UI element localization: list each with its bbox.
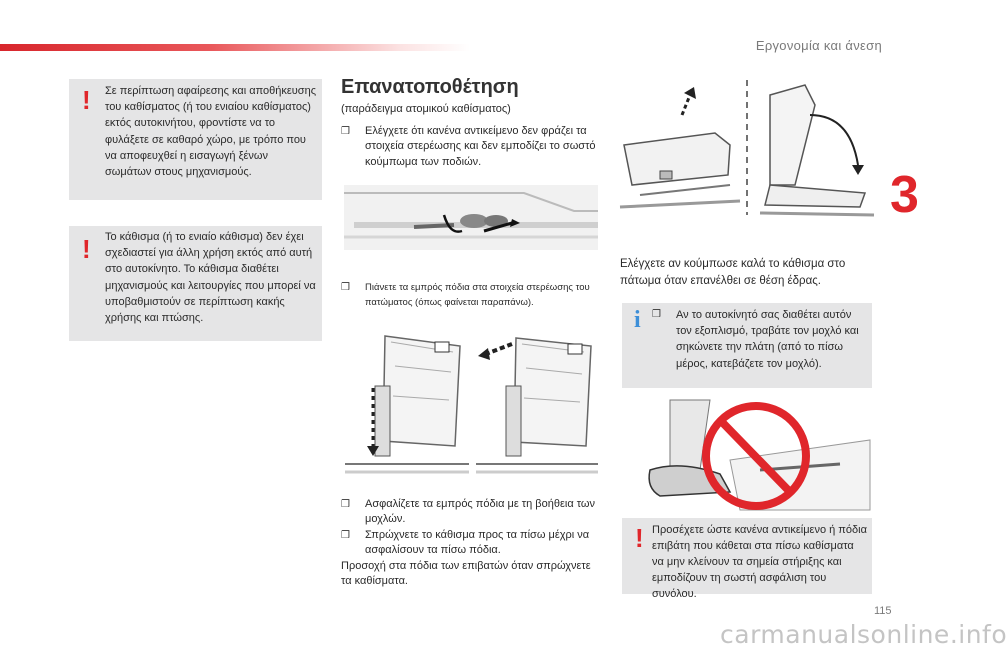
- warning-box-anchors: [622, 518, 872, 600]
- steps-3-4: [341, 497, 603, 589]
- page-number: 115: [874, 605, 892, 617]
- step-4-text: Σπρώχνετε το κάθισμα προς τα πίσω μέχρι να ασφαλίσουν τα πίσω πόδια.: [365, 528, 590, 557]
- figure-floor-anchors: [344, 185, 598, 250]
- bullet-icon: ❒: [341, 529, 350, 541]
- warning-icon: !: [82, 85, 91, 115]
- warning-text-storage: Σε περίπτωση αφαίρεσης και αποθήκευσης του καθίσματος (ή του ενιαίου καθίσματος) εκτός αυτοκινήτου, φροντίστε να το φυλάξετε σε καθαρό χώρο, με τρόπο που να αποφευχθεί η εισαγωγή ξένων σωμάτων στους μηχανισμούς.: [105, 85, 317, 179]
- watermark: carmanualsonline.info: [720, 620, 1007, 649]
- bullet-icon: ❒: [341, 282, 350, 293]
- info-icon: i: [634, 307, 641, 333]
- figure-front-legs-lock: [345, 326, 469, 480]
- warning-icon: !: [635, 523, 644, 553]
- bullet-icon: ❒: [652, 309, 661, 320]
- info-text-body: Αν το αυτοκίνητό σας διαθέτει αυτόν τον εξοπλισμό, τραβάτε τον μοχλό και σηκώνετε την πλάτη (από το πίσω μέρος, κατεβάζετε τον μοχλό).: [676, 309, 859, 370]
- section-subtitle: (παράδειγμα ατομικού καθίσματος): [341, 103, 511, 115]
- check-text: Ελέγχετε αν κούμπωσε καλά το κάθισμα στο πάτωμα όταν επανέλθει σε θέση έδρας.: [620, 258, 846, 287]
- info-text: [652, 307, 866, 372]
- step-2: [341, 281, 603, 310]
- chapter-title: Εργονομία και άνεση: [755, 38, 882, 53]
- bullet-icon: ❒: [341, 126, 350, 137]
- step-1-text: Ελέγχετε ότι κανένα αντικείμενο δεν φράζει τα στοιχεία στερέωσης και δεν εμποδίζει το σωστό κούμπωμα των ποδιών.: [365, 125, 596, 168]
- step-3-text: Ασφαλίζετε τα εμπρός πόδια με τη βοήθεια των μοχλών.: [365, 498, 596, 526]
- section-heading: Επανατοποθέτηση: [341, 76, 519, 98]
- info-box-backrest: [622, 303, 872, 388]
- warning-icon: !: [82, 234, 91, 264]
- header-accent-bar: [0, 44, 470, 51]
- step-1: [341, 124, 599, 170]
- figure-seat-push-back: [476, 326, 598, 480]
- chapter-number: 3: [890, 166, 919, 224]
- warning-box-usage: [69, 226, 322, 341]
- figure-seat-upright: [620, 75, 874, 221]
- warning-text-usage: Το κάθισμα (ή το ενιαίο κάθισμα) δεν έχει σχεδιαστεί για άλλη χρήση εκτός από αυτή στο αυτοκίνητο. Το κάθισμα διαθέτει μηχανισμούς και λειτουργίες που μπορεί να υποβαθμιστούν σε περίπτωση κακής χρήσης και πτώσης.: [105, 231, 316, 325]
- step-2-text: Πιάνετε τα εμπρός πόδια στα στοιχεία στερέωσης του πατώματος (όπως φαίνεται παραπάνω).: [365, 282, 590, 308]
- figure-no-feet-prohibition: [640, 400, 872, 517]
- caution-text: Προσέχετε ώστε κανένα αντικείμενο ή πόδια επιβάτη που κάθεται στα πίσω καθίσματα να μην κλείνουν τα σημεία στήριξης και εμποδίζουν τη σωστή ασφάλιση του συνόλου.: [652, 524, 867, 600]
- warning-box-storage: [69, 79, 322, 200]
- caution-note: Προσοχή στα πόδια των επιβατών όταν σπρώχνετε τα καθίσματα.: [341, 559, 591, 588]
- bullet-icon: ❒: [341, 499, 350, 510]
